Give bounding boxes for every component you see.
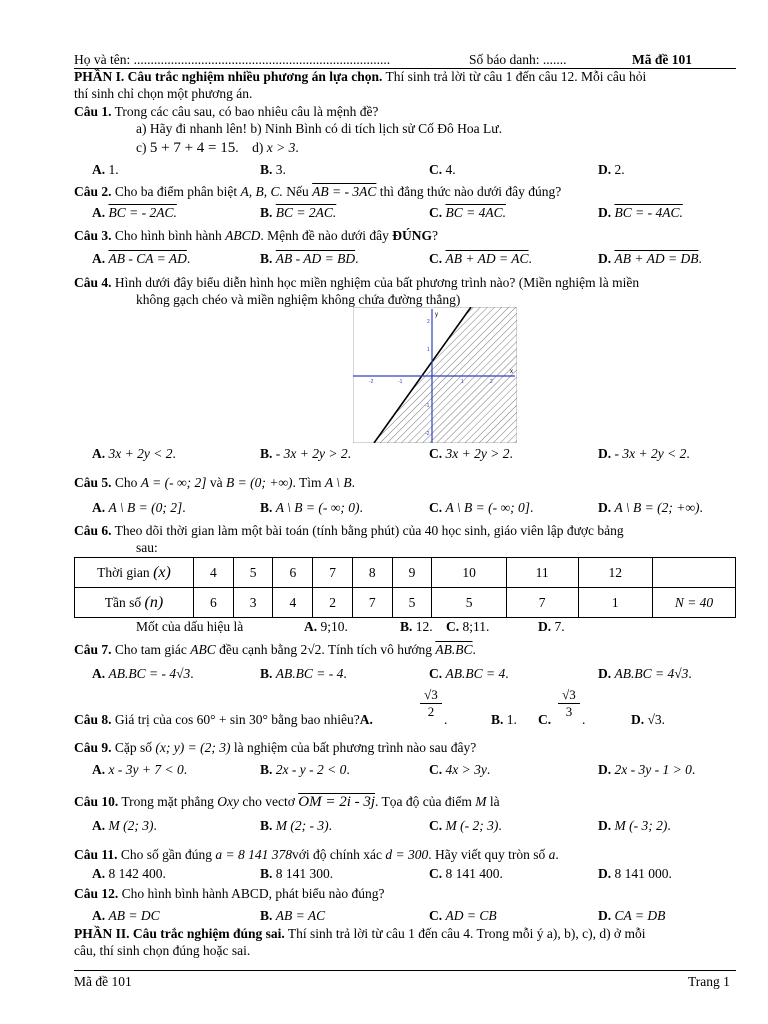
table-cell: 3 — [233, 588, 273, 618]
q5-option-b[interactable]: B. A \ B = (- ∞; 0). — [260, 500, 363, 515]
q2-option-b[interactable]: B. BC = 2AC. — [260, 205, 337, 220]
q7-option-a[interactable]: A. AB.BC = - 4√3. — [92, 666, 194, 681]
tick-y--2: -2 — [425, 431, 430, 437]
q10-option-c[interactable]: C. M (- 2; 3). — [429, 818, 502, 833]
q7-stem: Câu 7. Cho tam giác ABC đều cạnh bằng 2√2. Tính tích vô hướng AB.BC. — [74, 642, 476, 657]
q4-option-d[interactable]: D. - 3x + 2y < 2. — [598, 446, 690, 461]
row-label-freq: Tần số (n) — [75, 588, 194, 618]
tick-x-2: 2 — [490, 379, 493, 385]
q11-option-a[interactable]: A. 8 142 400. — [92, 866, 166, 881]
tick-x-1: 1 — [461, 379, 464, 385]
q2-stem: Câu 2. Cho ba điểm phân biệt A, B, C. Nếu AB = - 3AC thì đẳng thức nào dưới đây đúng? — [74, 184, 562, 199]
q12-option-a[interactable]: A. AB = DC — [92, 908, 160, 923]
q6-option-c[interactable]: C. 8;11. — [446, 619, 490, 634]
table-cell: 5 — [233, 558, 273, 588]
q6-option-b[interactable]: B. 12. — [400, 619, 433, 634]
table-cell: 4 — [273, 588, 313, 618]
q6-option-d[interactable]: D. 7. — [538, 619, 565, 634]
q1-option-c[interactable]: C. 4. — [429, 162, 456, 177]
q7-option-c[interactable]: C. AB.BC = 4. — [429, 666, 509, 681]
footer-rule — [74, 970, 736, 971]
table-cell: 10 — [432, 558, 506, 588]
q5-option-d[interactable]: D. A \ B = (2; +∞). — [598, 500, 703, 515]
q5-option-a[interactable]: A. A \ B = (0; 2]. — [92, 500, 186, 515]
q1-option-d[interactable]: D. 2. — [598, 162, 625, 177]
table-cell: 8 — [352, 558, 392, 588]
q2-option-d[interactable]: D. BC = - 4AC. — [598, 205, 683, 220]
table-cell: 5 — [392, 588, 432, 618]
table-cell: 7 — [352, 588, 392, 618]
q12-option-b[interactable]: B. AB = AC — [260, 908, 326, 923]
q6-stem: Câu 6. Theo dõi thời gian làm một bài toán (tính bằng phút) của 40 học sinh, giáo viên lập được bảng — [74, 523, 624, 538]
q3-option-d[interactable]: D. AB + AD = DB. — [598, 251, 702, 266]
q8-option-a-fraction[interactable]: √3 2 — [420, 688, 442, 719]
name-field-label: Họ và tên: ............................................................................ — [74, 52, 391, 67]
q8-option-c-fraction[interactable]: √3 3 — [558, 688, 580, 719]
exam-code: Mã đề 101 — [632, 52, 692, 67]
q12-option-c[interactable]: C. AD = CB — [429, 908, 497, 923]
table-cell: 6 — [273, 558, 313, 588]
q6-option-a[interactable]: A. 9;10. — [304, 619, 348, 634]
q6-question: Mốt của dấu hiệu là — [136, 619, 244, 634]
q5-option-c[interactable]: C. A \ B = (- ∞; 0]. — [429, 500, 534, 515]
tick-y-1: 1 — [427, 347, 430, 353]
q2-option-a[interactable]: A. BC = - 2AC. — [92, 205, 177, 220]
q4-option-b[interactable]: B. - 3x + 2y > 2. — [260, 446, 351, 461]
table-row — [75, 588, 736, 618]
table-cell: 5 — [432, 588, 506, 618]
part2-instr: câu, thí sinh chọn đúng hoặc sai. — [74, 943, 251, 958]
q9-option-b[interactable]: B. 2x - y - 2 < 0. — [260, 762, 350, 777]
q4-graph — [353, 307, 517, 443]
q8-option-b[interactable]: B. 1. — [491, 712, 517, 727]
tick-x--1: -1 — [398, 379, 403, 385]
table-cell: 7 — [506, 588, 578, 618]
q9-option-c[interactable]: C. 4x > 3y. — [429, 762, 491, 777]
q1-option-a[interactable]: A. 1. — [92, 162, 119, 177]
tick-y-2: 2 — [427, 319, 430, 325]
q10-option-a[interactable]: A. M (2; 3). — [92, 818, 157, 833]
q10-option-d[interactable]: D. M (- 3; 2). — [598, 818, 671, 833]
tick-x--2: -2 — [369, 379, 374, 385]
table-row — [75, 558, 736, 588]
q8-period-c: . — [582, 712, 586, 727]
q1-line-a: a) Hãy đi nhanh lên! b) Ninh Bình có di tích lịch sử Cố Đô Hoa Lư. — [136, 121, 502, 136]
q12-stem: Câu 12. Cho hình bình hành ABCD, phát biểu nào đúng? — [74, 886, 385, 901]
q1-line-c: c) 5 + 7 + 4 = 15. d) x > 3. — [136, 140, 299, 156]
q9-option-a[interactable]: A. x - 3y + 7 < 0. — [92, 762, 188, 777]
q7-option-d[interactable]: D. AB.BC = 4√3. — [598, 666, 692, 681]
q6-stem-2: sau: — [136, 540, 158, 555]
q11-stem: Câu 11. Cho số gần đúng a = 8 141 378với độ chính xác d = 300. Hãy viết quy tròn số a. — [74, 847, 559, 862]
tick-y--1: -1 — [425, 403, 430, 409]
footer-exam-code: Mã đề 101 — [74, 974, 132, 989]
frequency-table — [74, 557, 736, 618]
q5-stem: Câu 5. Cho A = (- ∞; 2] và B = (0; +∞). Tìm A \ B. — [74, 475, 355, 490]
table-cell: 4 — [194, 558, 234, 588]
q1-option-b[interactable]: B. 3. — [260, 162, 286, 177]
table-cell — [653, 558, 736, 588]
q3-option-c[interactable]: C. AB + AD = AC. — [429, 251, 532, 266]
part1-heading: PHẦN I. Câu trắc nghiệm nhiều phương án lựa chọn. Thí sinh trả lời từ câu 1 đến câu 12. Mỗi câu hỏi — [74, 69, 647, 84]
q8-option-c-letter[interactable]: C. — [538, 712, 552, 727]
q3-option-b[interactable]: B. AB - AD = BD. — [260, 251, 359, 266]
q4-stem: Câu 4. Hình dưới đây biểu diễn hình học miền nghiệm của bất phương trình nào? (Miền nghiệm là miền — [74, 275, 640, 290]
footer-page-number: Trang 1 — [688, 974, 730, 989]
q11-option-d[interactable]: D. 8 141 000. — [598, 866, 672, 881]
table-cell: N = 40 — [653, 588, 736, 618]
table-cell: 6 — [194, 588, 234, 618]
table-cell: 1 — [578, 588, 652, 618]
x-axis-label: x — [510, 369, 513, 375]
q10-option-b[interactable]: B. M (2; - 3). — [260, 818, 332, 833]
q1-stem: Câu 1. Trong các câu sau, có bao nhiêu câu là mệnh đề? — [74, 104, 379, 119]
q9-option-d[interactable]: D. 2x - 3y - 1 > 0. — [598, 762, 696, 777]
q3-stem: Câu 3. Cho hình bình hành ABCD. Mệnh đề nào dưới đây ĐÚNG? — [74, 228, 438, 243]
part2-heading: PHẦN II. Câu trắc nghiệm đúng sai. Thí sinh trả lời từ câu 1 đến câu 4. Trong mỗi ý a), b), c), d) ở mỗi — [74, 926, 646, 941]
q8-stem: Câu 8. Giá trị của cos 60° + sin 30° bằng bao nhiêu?A. — [74, 712, 373, 727]
table-cell: 12 — [578, 558, 652, 588]
q8-period-a: . — [444, 712, 448, 727]
q3-option-a[interactable]: A. AB - CA = AD. — [92, 251, 191, 266]
row-label-time: Thời gian (x) — [75, 558, 194, 588]
table-cell: 2 — [313, 588, 353, 618]
q7-option-b[interactable]: B. AB.BC = - 4. — [260, 666, 347, 681]
table-cell: 9 — [392, 558, 432, 588]
table-cell: 11 — [506, 558, 578, 588]
q11-option-c[interactable]: C. 8 141 400. — [429, 866, 503, 881]
y-axis-label: y — [435, 312, 438, 318]
q12-option-d[interactable]: D. CA = DB — [598, 908, 666, 923]
q8-option-d[interactable]: D. √3. — [631, 712, 666, 727]
q9-stem: Câu 9. Cặp số (x; y) = (2; 3) là nghiệm của bất phương trình nào sau đây? — [74, 740, 477, 755]
q11-option-b[interactable]: B. 8 141 300. — [260, 866, 334, 881]
q4-stem-2: không gạch chéo và miền nghiệm không chứa đường thẳng) — [136, 292, 461, 307]
part1-instr: thí sinh chỉ chọn một phương án. — [74, 86, 253, 101]
q2-option-c[interactable]: C. BC = 4AC. — [429, 205, 506, 220]
q4-option-c[interactable]: C. 3x + 2y > 2. — [429, 446, 513, 461]
q4-option-a[interactable]: A. 3x + 2y < 2. — [92, 446, 176, 461]
table-cell: 7 — [313, 558, 353, 588]
sbd-field-label: Số báo danh: ....... — [469, 52, 567, 67]
q10-stem: Câu 10. Trong mặt phẳng Oxy cho vectơ OM = 2i - 3j. Tọa độ của điểm M là — [74, 794, 500, 810]
